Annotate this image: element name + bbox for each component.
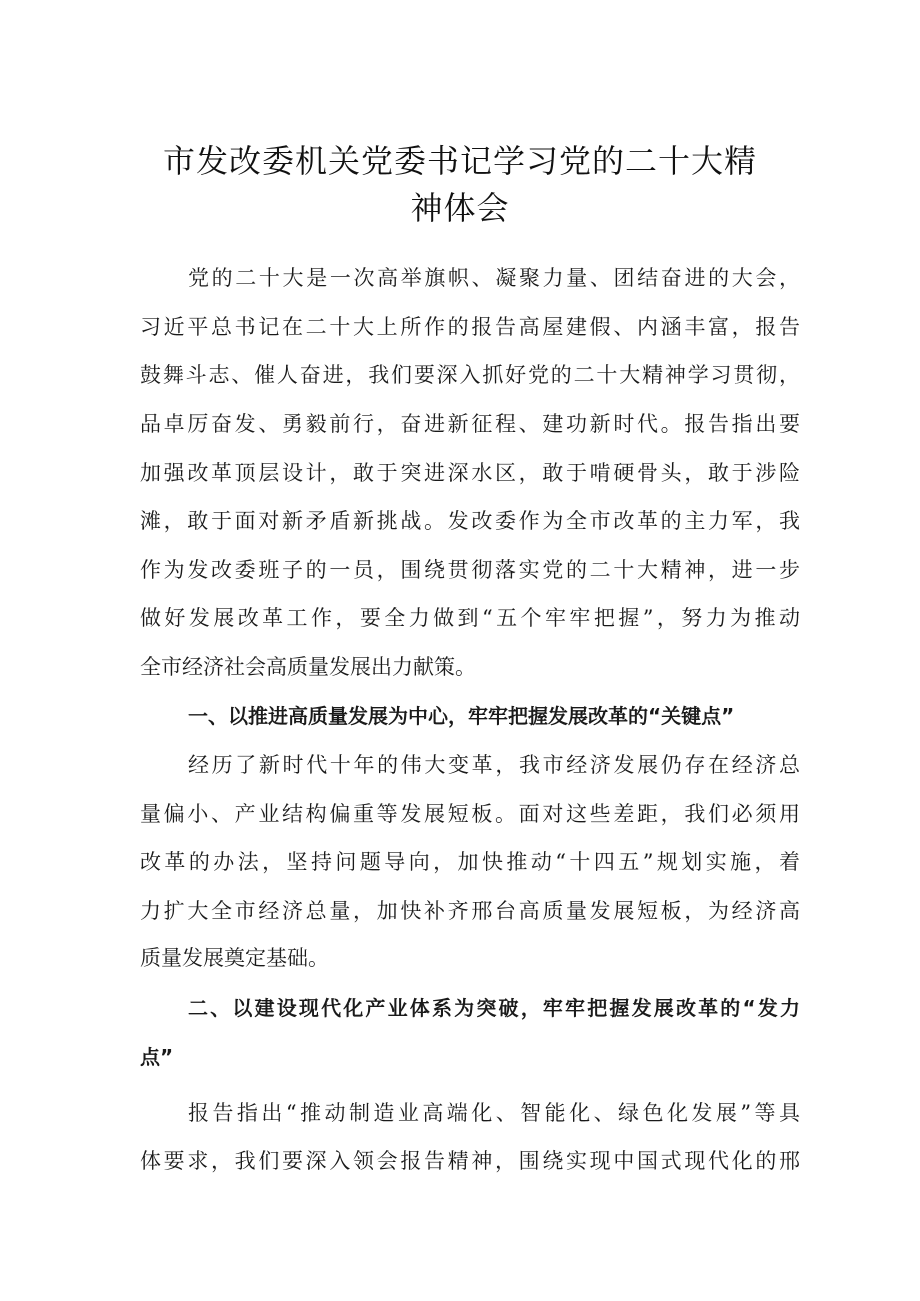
paragraph-1-line: 作为发改委班子的一员，围绕贯彻落实党的二十大精神，进一步 [140, 558, 800, 582]
document-title-line-1: 市发改委机关党委书记学习党的二十大精 [162, 142, 757, 180]
paragraph-3-line: 报告指出“推动制造业高端化、智能化、绿色化发展”等具 [188, 1101, 800, 1125]
document-title-line-2: 神体会 [410, 189, 510, 227]
paragraph-2-line: 经历了新时代十年的伟大变革，我市经济发展仍存在经济总 [188, 753, 800, 777]
section-heading-2-cont: 点” [140, 1045, 174, 1069]
paragraph-2-line: 改革的办法，坚持问题导向，加快推动“十四五”规划实施，着 [140, 850, 800, 874]
paragraph-1-line: 全市经济社会高质量发展出力献策。 [140, 655, 476, 679]
section-heading-2: 二、以建设现代化产业体系为突破，牢牢把握发展改革的“发力 [188, 996, 800, 1020]
paragraph-1-line: 党的二十大是一次高举旗帜、凝聚力量、团结奋进的大会， [188, 266, 800, 290]
paragraph-2-line: 质量发展奠定基础。 [140, 946, 329, 970]
paragraph-1-line: 习近平总书记在二十大上所作的报告高屋建假、内涵丰富，报告 [140, 315, 800, 339]
paragraph-2-line: 量偏小、产业结构偏重等发展短板。面对这些差距，我们必须用 [140, 802, 800, 826]
section-heading-1: 一、以推进高质量发展为中心，牢牢把握发展改革的“关键点” [188, 704, 735, 728]
paragraph-1-line: 加强改革顶层设计，敢于突进深水区，敢于啃硬骨头，敢于涉险 [140, 461, 800, 485]
paragraph-1-line: 品卓厉奋发、勇毅前行，奋进新征程、建功新时代。报告指出要 [140, 412, 800, 436]
paragraph-2-line: 力扩大全市经济总量，加快补齐邢台高质量发展短板，为经济高 [140, 899, 800, 923]
paragraph-3-line: 体要求，我们要深入领会报告精神，围绕实现中国式现代化的邢 [140, 1149, 800, 1173]
paragraph-1-line: 鼓舞斗志、催人奋进，我们要深入抓好党的二十大精神学习贯彻， [140, 363, 800, 387]
paragraph-1-line: 滩，敢于面对新矛盾新挑战。发改委作为全市改革的主力军，我 [140, 509, 800, 533]
paragraph-1-line: 做好发展改革工作，要全力做到“五个牢牢把握”，努力为推动 [140, 606, 800, 630]
